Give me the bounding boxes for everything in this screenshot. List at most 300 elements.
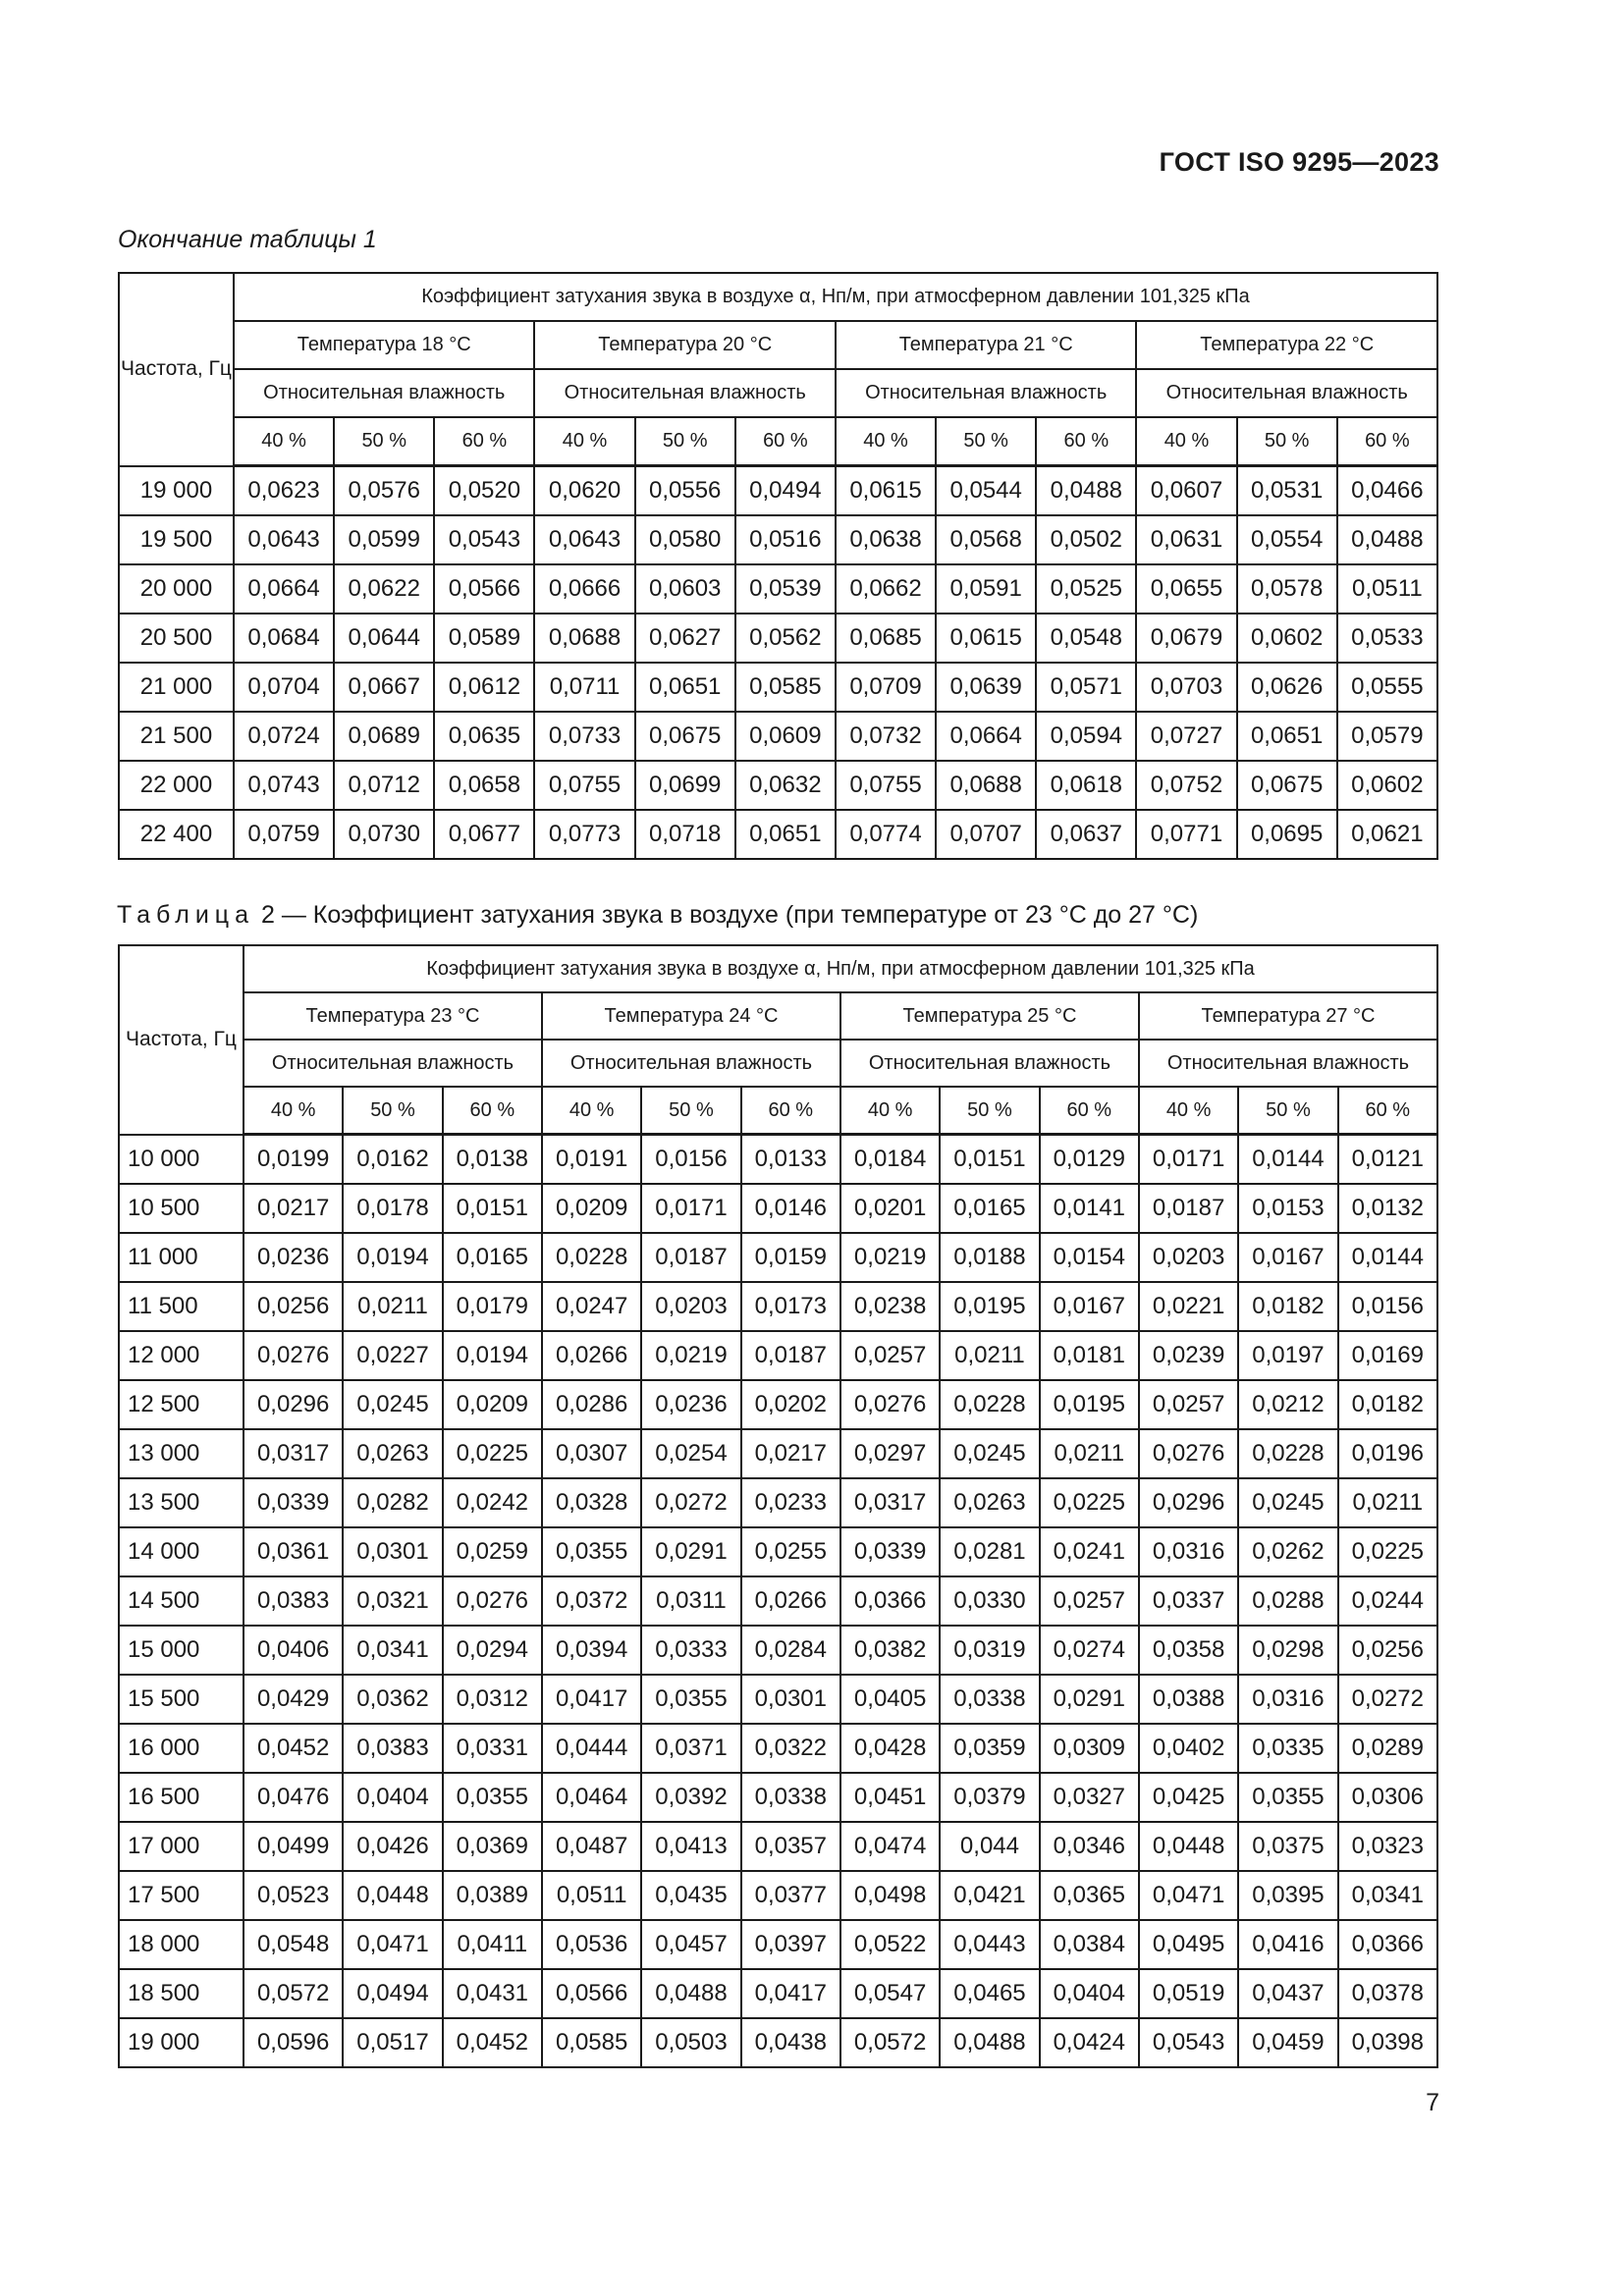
table-row [119, 1576, 1437, 1626]
humidity-header: Относительная влажность [244, 1040, 542, 1087]
frequency-cell: 21 500 [119, 712, 234, 761]
table-row [119, 614, 1437, 663]
attenuation-cell: 0,0623 [234, 466, 334, 516]
table-row [119, 810, 1437, 859]
header-row [119, 1087, 1437, 1135]
humidity-level-header: 60 % [443, 1087, 542, 1135]
table-row [119, 761, 1437, 810]
table-body [119, 1135, 1437, 2068]
humidity-level-header: 40 % [234, 417, 334, 466]
attenuation-cell: 0,0547 [840, 1969, 940, 2018]
attenuation-cell: 0,0156 [1338, 1282, 1437, 1331]
attenuation-cell: 0,0639 [936, 663, 1036, 712]
temperature-header: Температура 25 °С [840, 992, 1139, 1040]
attenuation-cell: 0,0366 [1338, 1920, 1437, 1969]
attenuation-cell: 0,0548 [244, 1920, 343, 1969]
attenuation-cell: 0,0195 [940, 1282, 1039, 1331]
attenuation-cell: 0,0228 [940, 1380, 1039, 1429]
attenuation-cell: 0,0330 [940, 1576, 1039, 1626]
attenuation-cell: 0,0658 [434, 761, 534, 810]
attenuation-cell: 0,0289 [1338, 1724, 1437, 1773]
attenuation-cell: 0,0327 [1040, 1773, 1139, 1822]
document-code: ГОСТ ISO 9295—2023 [1159, 147, 1439, 177]
attenuation-cell: 0,0379 [940, 1773, 1039, 1822]
attenuation-cell: 0,0301 [741, 1675, 840, 1724]
attenuation-cell: 0,0288 [1238, 1576, 1337, 1626]
attenuation-cell: 0,0562 [735, 614, 836, 663]
attenuation-cell: 0,0431 [443, 1969, 542, 2018]
attenuation-cell: 0,0394 [542, 1626, 641, 1675]
attenuation-cell: 0,0256 [244, 1282, 343, 1331]
attenuation-cell: 0,0451 [840, 1773, 940, 1822]
attenuation-cell: 0,0464 [542, 1773, 641, 1822]
attenuation-cell: 0,0257 [840, 1331, 940, 1380]
attenuation-cell: 0,0201 [840, 1184, 940, 1233]
temperature-header: Температура 18 °С [234, 321, 534, 369]
table-row [119, 564, 1437, 614]
attenuation-cell: 0,0187 [1139, 1184, 1238, 1233]
attenuation-cell: 0,0602 [1337, 761, 1437, 810]
attenuation-cell: 0,0219 [840, 1233, 940, 1282]
attenuation-cell: 0,0144 [1338, 1233, 1437, 1282]
attenuation-cell: 0,0212 [1238, 1380, 1337, 1429]
table-row [119, 1331, 1437, 1380]
frequency-cell: 20 000 [119, 564, 234, 614]
attenuation-cell: 0,0402 [1139, 1724, 1238, 1773]
attenuation-cell: 0,0543 [434, 515, 534, 564]
attenuation-cell: 0,0618 [1036, 761, 1136, 810]
humidity-level-header: 50 % [936, 417, 1036, 466]
attenuation-cell: 0,0388 [1139, 1675, 1238, 1724]
frequency-cell: 15 500 [119, 1675, 244, 1724]
attenuation-cell: 0,0620 [534, 466, 634, 516]
attenuation-cell: 0,0397 [741, 1920, 840, 1969]
attenuation-cell: 0,0294 [443, 1626, 542, 1675]
attenuation-cell: 0,0182 [1338, 1380, 1437, 1429]
attenuation-cell: 0,0555 [1337, 663, 1437, 712]
attenuation-cell: 0,0291 [1040, 1675, 1139, 1724]
attenuation-cell: 0,0317 [840, 1478, 940, 1527]
attenuation-cell: 0,0263 [343, 1429, 442, 1478]
attenuation-cell: 0,0594 [1036, 712, 1136, 761]
attenuation-cell: 0,0121 [1338, 1135, 1437, 1185]
attenuation-cell: 0,0579 [1337, 712, 1437, 761]
table-row [119, 663, 1437, 712]
humidity-level-header: 60 % [1338, 1087, 1437, 1135]
attenuation-cell: 0,0638 [836, 515, 936, 564]
temperature-header: Температура 27 °С [1139, 992, 1437, 1040]
attenuation-cell: 0,0312 [443, 1675, 542, 1724]
table-row [119, 515, 1437, 564]
humidity-level-header: 40 % [244, 1087, 343, 1135]
attenuation-cell: 0,0416 [1238, 1920, 1337, 1969]
humidity-level-header: 50 % [1237, 417, 1337, 466]
humidity-level-header: 60 % [1337, 417, 1437, 466]
attenuation-cell: 0,0395 [1238, 1871, 1337, 1920]
humidity-level-header: 50 % [641, 1087, 740, 1135]
attenuation-cell: 0,0276 [840, 1380, 940, 1429]
attenuation-cell: 0,0159 [741, 1233, 840, 1282]
attenuation-cell: 0,0296 [1139, 1478, 1238, 1527]
frequency-cell: 22 000 [119, 761, 234, 810]
attenuation-cell: 0,0411 [443, 1920, 542, 1969]
attenuation-cell: 0,0773 [534, 810, 634, 859]
table-row [119, 712, 1437, 761]
attenuation-cell: 0,0129 [1040, 1135, 1139, 1185]
attenuation-cell: 0,0576 [334, 466, 434, 516]
humidity-level-header: 60 % [434, 417, 534, 466]
attenuation-cell: 0,0371 [641, 1724, 740, 1773]
frequency-cell: 19 000 [119, 2018, 244, 2067]
attenuation-cell: 0,0169 [1338, 1331, 1437, 1380]
attenuation-cell: 0,0167 [1040, 1282, 1139, 1331]
table-row [119, 1429, 1437, 1478]
attenuation-cell: 0,0727 [1136, 712, 1236, 761]
attenuation-cell: 0,0153 [1238, 1184, 1337, 1233]
humidity-level-header: 50 % [334, 417, 434, 466]
attenuation-cell: 0,0602 [1237, 614, 1337, 663]
attenuation-cell: 0,0274 [1040, 1626, 1139, 1675]
attenuation-cell: 0,0328 [542, 1478, 641, 1527]
attenuation-cell: 0,0471 [1139, 1871, 1238, 1920]
attenuation-cell: 0,0709 [836, 663, 936, 712]
humidity-level-header: 50 % [1238, 1087, 1337, 1135]
table-row [119, 1380, 1437, 1429]
attenuation-cell: 0,0242 [443, 1478, 542, 1527]
attenuation-cell: 0,0316 [1238, 1675, 1337, 1724]
header-row [119, 273, 1437, 321]
attenuation-cell: 0,0662 [836, 564, 936, 614]
attenuation-cell: 0,0227 [343, 1331, 442, 1380]
attenuation-cell: 0,0615 [836, 466, 936, 516]
attenuation-cell: 0,0339 [244, 1478, 343, 1527]
table-row [119, 1135, 1437, 1185]
attenuation-cell: 0,0429 [244, 1675, 343, 1724]
table-row [119, 1233, 1437, 1282]
attenuation-cell: 0,0338 [940, 1675, 1039, 1724]
humidity-header: Относительная влажность [840, 1040, 1139, 1087]
header-row [119, 369, 1437, 417]
table-row [119, 2018, 1437, 2067]
attenuation-cell: 0,0578 [1237, 564, 1337, 614]
attenuation-cell: 0,0622 [334, 564, 434, 614]
attenuation-cell: 0,0405 [840, 1675, 940, 1724]
attenuation-cell: 0,0355 [1238, 1773, 1337, 1822]
attenuation-cell: 0,0358 [1139, 1626, 1238, 1675]
humidity-header: Относительная влажность [542, 1040, 840, 1087]
attenuation-cell: 0,0699 [635, 761, 735, 810]
attenuation-cell: 0,0203 [641, 1282, 740, 1331]
attenuation-cell: 0,0187 [741, 1331, 840, 1380]
attenuation-cell: 0,0286 [542, 1380, 641, 1429]
attenuation-cell: 0,0572 [244, 1969, 343, 2018]
attenuation-cell: 0,0245 [940, 1429, 1039, 1478]
attenuation-cell: 0,0704 [234, 663, 334, 712]
header-row [119, 321, 1437, 369]
attenuation-cell: 0,0511 [1337, 564, 1437, 614]
attenuation-cell: 0,0438 [741, 2018, 840, 2067]
attenuation-cell: 0,0443 [940, 1920, 1039, 1969]
attenuation-cell: 0,0417 [542, 1675, 641, 1724]
attenuation-cell: 0,0603 [635, 564, 735, 614]
attenuation-cell: 0,0338 [741, 1773, 840, 1822]
attenuation-cell: 0,0548 [1036, 614, 1136, 663]
frequency-cell: 11 000 [119, 1233, 244, 1282]
humidity-header: Относительная влажность [534, 369, 835, 417]
attenuation-cell: 0,0256 [1338, 1626, 1437, 1675]
attenuation-cell: 0,0392 [641, 1773, 740, 1822]
attenuation-cell: 0,0733 [534, 712, 634, 761]
attenuation-cell: 0,0466 [1337, 466, 1437, 516]
attenuation-cell: 0,0428 [840, 1724, 940, 1773]
attenuation-cell: 0,0282 [343, 1478, 442, 1527]
attenuation-cell: 0,0133 [741, 1135, 840, 1185]
attenuation-table-1 [118, 272, 1438, 860]
attenuation-cell: 0,0339 [840, 1527, 940, 1576]
attenuation-cell: 0,0452 [443, 2018, 542, 2067]
table-head [119, 273, 1437, 466]
header-row [119, 417, 1437, 466]
attenuation-cell: 0,0771 [1136, 810, 1236, 859]
attenuation-cell: 0,0188 [940, 1233, 1039, 1282]
attenuation-cell: 0,0664 [936, 712, 1036, 761]
attenuation-cell: 0,0476 [244, 1773, 343, 1822]
attenuation-cell: 0,0311 [641, 1576, 740, 1626]
frequency-cell: 10 000 [119, 1135, 244, 1185]
attenuation-cell: 0,0262 [1238, 1527, 1337, 1576]
attenuation-cell: 0,0488 [641, 1969, 740, 2018]
attenuation-cell: 0,0263 [940, 1478, 1039, 1527]
attenuation-cell: 0,0522 [840, 1920, 940, 1969]
frequency-header: Частота, Гц [119, 273, 234, 466]
attenuation-cell: 0,0225 [1338, 1527, 1437, 1576]
attenuation-cell: 0,0194 [443, 1331, 542, 1380]
frequency-cell: 13 500 [119, 1478, 244, 1527]
attenuation-cell: 0,0178 [343, 1184, 442, 1233]
attenuation-cell: 0,0317 [244, 1429, 343, 1478]
attenuation-cell: 0,0494 [343, 1969, 442, 2018]
attenuation-cell: 0,0322 [741, 1724, 840, 1773]
attenuation-cell: 0,0389 [443, 1871, 542, 1920]
attenuation-cell: 0,0688 [534, 614, 634, 663]
attenuation-cell: 0,0266 [741, 1576, 840, 1626]
attenuation-cell: 0,0571 [1036, 663, 1136, 712]
attenuation-cell: 0,0544 [936, 466, 1036, 516]
attenuation-cell: 0,0194 [343, 1233, 442, 1282]
attenuation-cell: 0,0406 [244, 1626, 343, 1675]
attenuation-cell: 0,0333 [641, 1626, 740, 1675]
attenuation-cell: 0,0245 [1238, 1478, 1337, 1527]
attenuation-cell: 0,0138 [443, 1135, 542, 1185]
attenuation-cell: 0,0703 [1136, 663, 1236, 712]
attenuation-cell: 0,0179 [443, 1282, 542, 1331]
attenuation-cell: 0,0730 [334, 810, 434, 859]
attenuation-cell: 0,0413 [641, 1822, 740, 1871]
attenuation-cell: 0,0247 [542, 1282, 641, 1331]
attenuation-cell: 0,0752 [1136, 761, 1236, 810]
frequency-cell: 16 500 [119, 1773, 244, 1822]
attenuation-cell: 0,0291 [641, 1527, 740, 1576]
attenuation-cell: 0,0732 [836, 712, 936, 761]
attenuation-cell: 0,0631 [1136, 515, 1236, 564]
attenuation-cell: 0,0426 [343, 1822, 442, 1871]
table-row [119, 1282, 1437, 1331]
attenuation-cell: 0,0276 [244, 1331, 343, 1380]
humidity-level-header: 60 % [1036, 417, 1136, 466]
attenuation-cell: 0,0369 [443, 1822, 542, 1871]
attenuation-cell: 0,0404 [1040, 1969, 1139, 2018]
attenuation-cell: 0,0488 [1036, 466, 1136, 516]
attenuation-cell: 0,0132 [1338, 1184, 1437, 1233]
attenuation-cell: 0,0259 [443, 1527, 542, 1576]
attenuation-cell: 0,0655 [1136, 564, 1236, 614]
attenuation-cell: 0,0585 [735, 663, 836, 712]
attenuation-cell: 0,0365 [1040, 1871, 1139, 1920]
attenuation-cell: 0,0238 [840, 1282, 940, 1331]
attenuation-cell: 0,0165 [443, 1233, 542, 1282]
humidity-level-header: 40 % [1136, 417, 1236, 466]
attenuation-cell: 0,0516 [735, 515, 836, 564]
attenuation-cell: 0,0362 [343, 1675, 442, 1724]
attenuation-cell: 0,0435 [641, 1871, 740, 1920]
attenuation-cell: 0,0296 [244, 1380, 343, 1429]
attenuation-cell: 0,0465 [940, 1969, 1039, 2018]
attenuation-cell: 0,0162 [343, 1135, 442, 1185]
attenuation-cell: 0,0335 [1238, 1724, 1337, 1773]
attenuation-cell: 0,0297 [840, 1429, 940, 1478]
attenuation-cell: 0,0621 [1337, 810, 1437, 859]
frequency-cell: 10 500 [119, 1184, 244, 1233]
attenuation-cell: 0,0502 [1036, 515, 1136, 564]
attenuation-cell: 0,0612 [434, 663, 534, 712]
humidity-header: Относительная влажность [836, 369, 1136, 417]
attenuation-cell: 0,0281 [940, 1527, 1039, 1576]
table-row [119, 1478, 1437, 1527]
attenuation-cell: 0,0241 [1040, 1527, 1139, 1576]
frequency-cell: 19 000 [119, 466, 234, 516]
attenuation-cell: 0,0298 [1238, 1626, 1337, 1675]
attenuation-cell: 0,0341 [1338, 1871, 1437, 1920]
attenuation-cell: 0,0357 [741, 1822, 840, 1871]
frequency-cell: 21 000 [119, 663, 234, 712]
attenuation-cell: 0,0531 [1237, 466, 1337, 516]
humidity-header: Относительная влажность [1139, 1040, 1437, 1087]
attenuation-cell: 0,0316 [1139, 1527, 1238, 1576]
attenuation-cell: 0,0543 [1139, 2018, 1238, 2067]
attenuation-cell: 0,0173 [741, 1282, 840, 1331]
attenuation-cell: 0,0331 [443, 1724, 542, 1773]
attenuation-cell: 0,0452 [244, 1724, 343, 1773]
attenuation-cell: 0,0272 [1338, 1675, 1437, 1724]
attenuation-cell: 0,0377 [741, 1871, 840, 1920]
attenuation-cell: 0,0398 [1338, 2018, 1437, 2067]
attenuation-cell: 0,0511 [542, 1871, 641, 1920]
frequency-cell: 20 500 [119, 614, 234, 663]
attenuation-cell: 0,0643 [534, 515, 634, 564]
attenuation-cell: 0,0609 [735, 712, 836, 761]
attenuation-cell: 0,0585 [542, 2018, 641, 2067]
attenuation-cell: 0,0211 [940, 1331, 1039, 1380]
humidity-level-header: 40 % [1139, 1087, 1238, 1135]
attenuation-cell: 0,0355 [443, 1773, 542, 1822]
attenuation-cell: 0,0503 [641, 2018, 740, 2067]
frequency-cell: 16 000 [119, 1724, 244, 1773]
attenuation-cell: 0,0517 [343, 2018, 442, 2067]
frequency-cell: 12 500 [119, 1380, 244, 1429]
attenuation-cell: 0,0171 [641, 1184, 740, 1233]
attenuation-cell: 0,0425 [1139, 1773, 1238, 1822]
header-row [119, 1040, 1437, 1087]
frequency-cell: 18 000 [119, 1920, 244, 1969]
attenuation-cell: 0,0245 [343, 1380, 442, 1429]
attenuation-cell: 0,0572 [840, 2018, 940, 2067]
attenuation-cell: 0,0233 [741, 1478, 840, 1527]
table-row [119, 1184, 1437, 1233]
table2-caption-prefix: Таблица [117, 901, 255, 929]
page-number: 7 [1426, 2089, 1439, 2116]
attenuation-cell: 0,0404 [343, 1773, 442, 1822]
attenuation-cell: 0,0209 [443, 1380, 542, 1429]
attenuation-cell: 0,0424 [1040, 2018, 1139, 2067]
table-row [119, 1675, 1437, 1724]
attenuation-cell: 0,0437 [1238, 1969, 1337, 2018]
attenuation-cell: 0,0378 [1338, 1969, 1437, 2018]
attenuation-cell: 0,0211 [1338, 1478, 1437, 1527]
table-row [119, 1969, 1437, 2018]
attenuation-cell: 0,0651 [1237, 712, 1337, 761]
humidity-level-header: 40 % [542, 1087, 641, 1135]
attenuation-cell: 0,0499 [244, 1822, 343, 1871]
table-row [119, 1527, 1437, 1576]
attenuation-cell: 0,0459 [1238, 2018, 1337, 2067]
frequency-cell: 12 000 [119, 1331, 244, 1380]
table2-caption-text: 2 — Коэффициент затухания звука в воздухе (при температуре от 23 °С до 27 °С) [254, 901, 1199, 929]
attenuation-cell: 0,0743 [234, 761, 334, 810]
attenuation-cell: 0,0689 [334, 712, 434, 761]
attenuation-cell: 0,0417 [741, 1969, 840, 2018]
attenuation-cell: 0,0536 [542, 1920, 641, 1969]
attenuation-cell: 0,0520 [434, 466, 534, 516]
attenuation-cell: 0,0718 [635, 810, 735, 859]
attenuation-cell: 0,0607 [1136, 466, 1236, 516]
attenuation-cell: 0,0359 [940, 1724, 1039, 1773]
attenuation-cell: 0,0474 [840, 1822, 940, 1871]
frequency-cell: 14 500 [119, 1576, 244, 1626]
attenuation-cell: 0,0494 [735, 466, 836, 516]
attenuation-cell: 0,044 [940, 1822, 1039, 1871]
attenuation-cell: 0,0627 [635, 614, 735, 663]
temperature-header: Температура 24 °С [542, 992, 840, 1040]
attenuation-cell: 0,0244 [1338, 1576, 1437, 1626]
attenuation-cell: 0,0712 [334, 761, 434, 810]
table-row [119, 1724, 1437, 1773]
attenuation-cell: 0,0266 [542, 1331, 641, 1380]
attenuation-cell: 0,0171 [1139, 1135, 1238, 1185]
attenuation-cell: 0,0591 [936, 564, 1036, 614]
attenuation-cell: 0,0146 [741, 1184, 840, 1233]
attenuation-header: Коэффициент затухания звука в воздухе α, Нп/м, при атмосферном давлении 101,325 кПа [244, 945, 1437, 992]
attenuation-cell: 0,0156 [641, 1135, 740, 1185]
attenuation-cell: 0,0191 [542, 1135, 641, 1185]
attenuation-cell: 0,0341 [343, 1626, 442, 1675]
attenuation-cell: 0,0184 [840, 1135, 940, 1185]
attenuation-cell: 0,0307 [542, 1429, 641, 1478]
attenuation-cell: 0,0568 [936, 515, 1036, 564]
attenuation-cell: 0,0444 [542, 1724, 641, 1773]
attenuation-cell: 0,0236 [641, 1380, 740, 1429]
attenuation-cell: 0,0695 [1237, 810, 1337, 859]
attenuation-cell: 0,0635 [434, 712, 534, 761]
